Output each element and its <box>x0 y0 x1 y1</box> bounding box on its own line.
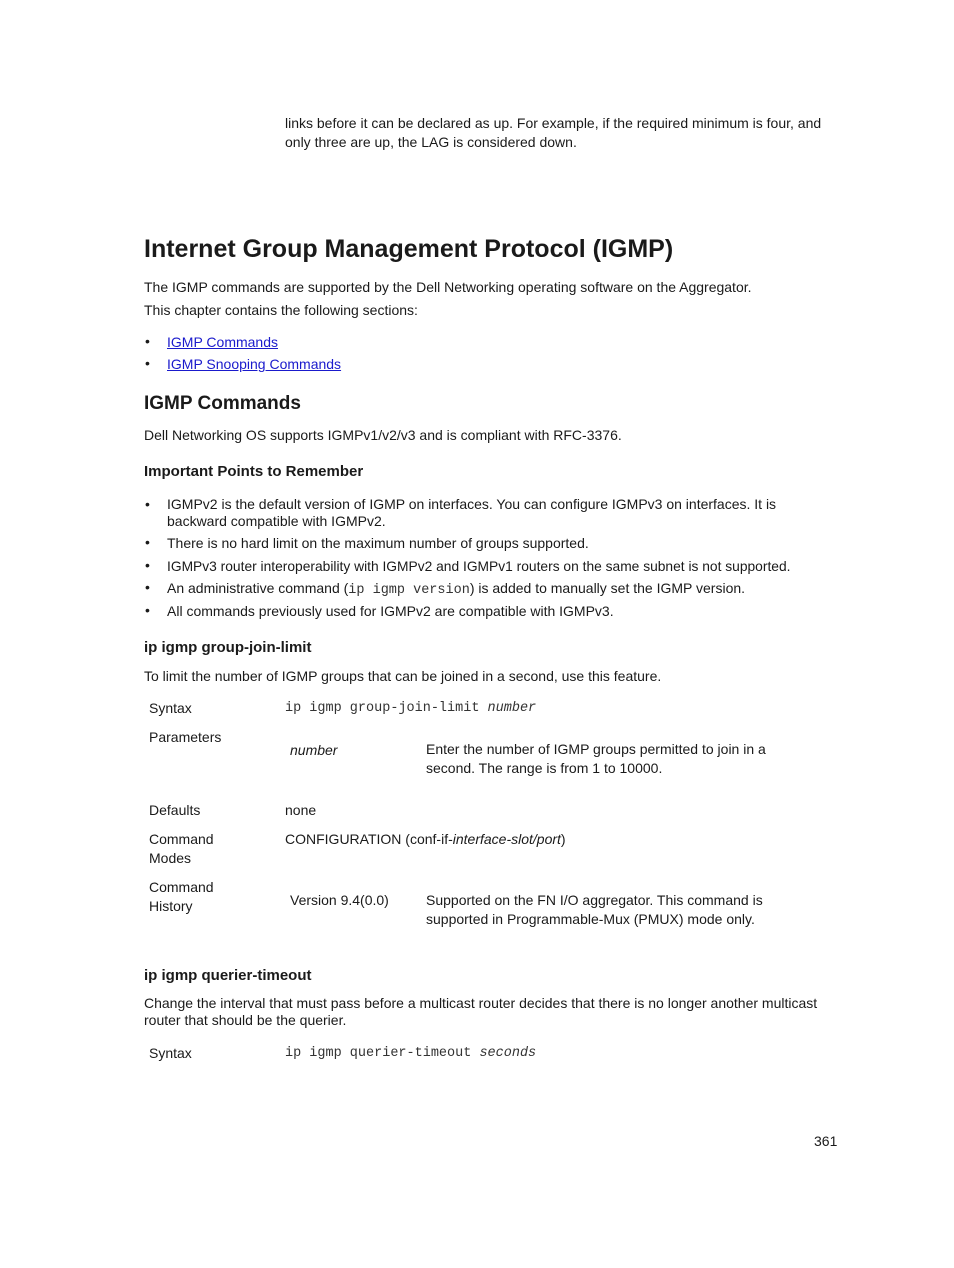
syntax-label: Syntax <box>149 700 192 716</box>
point-text: ) is added to manually set the IGMP version. <box>469 580 746 596</box>
section-title: IGMP Commands <box>144 393 301 414</box>
bullet: • <box>145 534 150 550</box>
bullet: • <box>145 333 150 349</box>
intro-continuation: links before it can be declared as up. For example, if the required minimum is four, and only three are up, the LAG is considered down. <box>285 115 822 150</box>
history-description: Supported on the FN I/O aggregator. This command is supported in Programmable-Mux (PMUX) mode only. <box>426 892 763 927</box>
bullet: • <box>145 355 150 371</box>
parameters-label: Parameters <box>149 729 222 745</box>
syntax-code <box>285 699 536 718</box>
point-text: An administrative command ( <box>167 580 349 596</box>
syntax-label: Syntax <box>149 1045 192 1061</box>
history-label-line: History <box>149 898 193 914</box>
section-intro: Dell Networking OS supports IGMPv1/v2/v3 and is compliant with RFC-3376. <box>144 427 622 443</box>
command-description: Change the interval that must pass before a multicast router decides that there is no longer another multicast router that should be the querier. <box>144 995 818 1028</box>
inline-code: ip igmp version <box>348 583 470 598</box>
bullet: • <box>145 496 150 512</box>
link-igmp-commands[interactable]: IGMP Commands <box>167 334 278 350</box>
syntax-command: ip igmp querier-timeout <box>285 1046 480 1061</box>
syntax-command: ip igmp group-join-limit <box>285 701 488 716</box>
defaults-label: Defaults <box>149 802 201 818</box>
page-number: 361 <box>814 1133 838 1149</box>
bullet: • <box>145 602 150 618</box>
bullet: • <box>145 579 150 595</box>
point-item <box>167 579 745 600</box>
link-igmp-snooping-commands[interactable]: IGMP Snooping Commands <box>167 356 342 372</box>
modes-label-line: Modes <box>149 850 192 866</box>
command-title: ip igmp querier-timeout <box>144 967 312 984</box>
point-item: All commands previously used for IGMPv2 are compatible with IGMPv3. <box>167 603 614 619</box>
modes-text: ) <box>560 831 566 847</box>
history-label <box>149 878 214 916</box>
history-version: Version 9.4(0.0) <box>290 892 389 908</box>
chapter-title: Internet Group Management Protocol (IGMP) <box>144 235 674 263</box>
chapter-intro: The IGMP commands are supported by the Dell Networking operating software on the Aggregator. <box>144 279 752 295</box>
modes-text: CONFIGURATION (conf-if- <box>285 831 453 847</box>
modes-value <box>285 830 566 849</box>
points-title: Important Points to Remember <box>144 463 364 480</box>
point-item: IGMPv3 router interoperability with IGMPv2 and IGMPv1 routers on the same subnet is not supported. <box>167 559 791 574</box>
bullet: • <box>145 557 150 573</box>
modes-label-line: Command <box>149 831 214 847</box>
chapter-sections-intro: This chapter contains the following sections: <box>144 302 418 318</box>
syntax-argument: seconds <box>479 1046 537 1061</box>
parameter-name: number <box>290 742 338 758</box>
modes-italic: interface-slot/port <box>452 831 561 847</box>
parameter-description: Enter the number of IGMP groups permitted to join in a second. The range is from 1 to 10000. <box>426 741 766 776</box>
command-description: To limit the number of IGMP groups that can be joined in a second, use this feature. <box>144 668 662 684</box>
command-title: ip igmp group-join-limit <box>144 639 312 656</box>
point-item: IGMPv2 is the default version of IGMP on interfaces. You can configure IGMPv3 on interfaces. It is backward compatible with IGMPv2. <box>167 496 777 529</box>
syntax-argument: number <box>487 701 537 716</box>
modes-label <box>149 830 214 868</box>
defaults-value: none <box>285 802 317 818</box>
history-label-line: Command <box>149 879 214 895</box>
point-item: There is no hard limit on the maximum number of groups supported. <box>167 535 589 551</box>
syntax-code <box>285 1044 536 1063</box>
